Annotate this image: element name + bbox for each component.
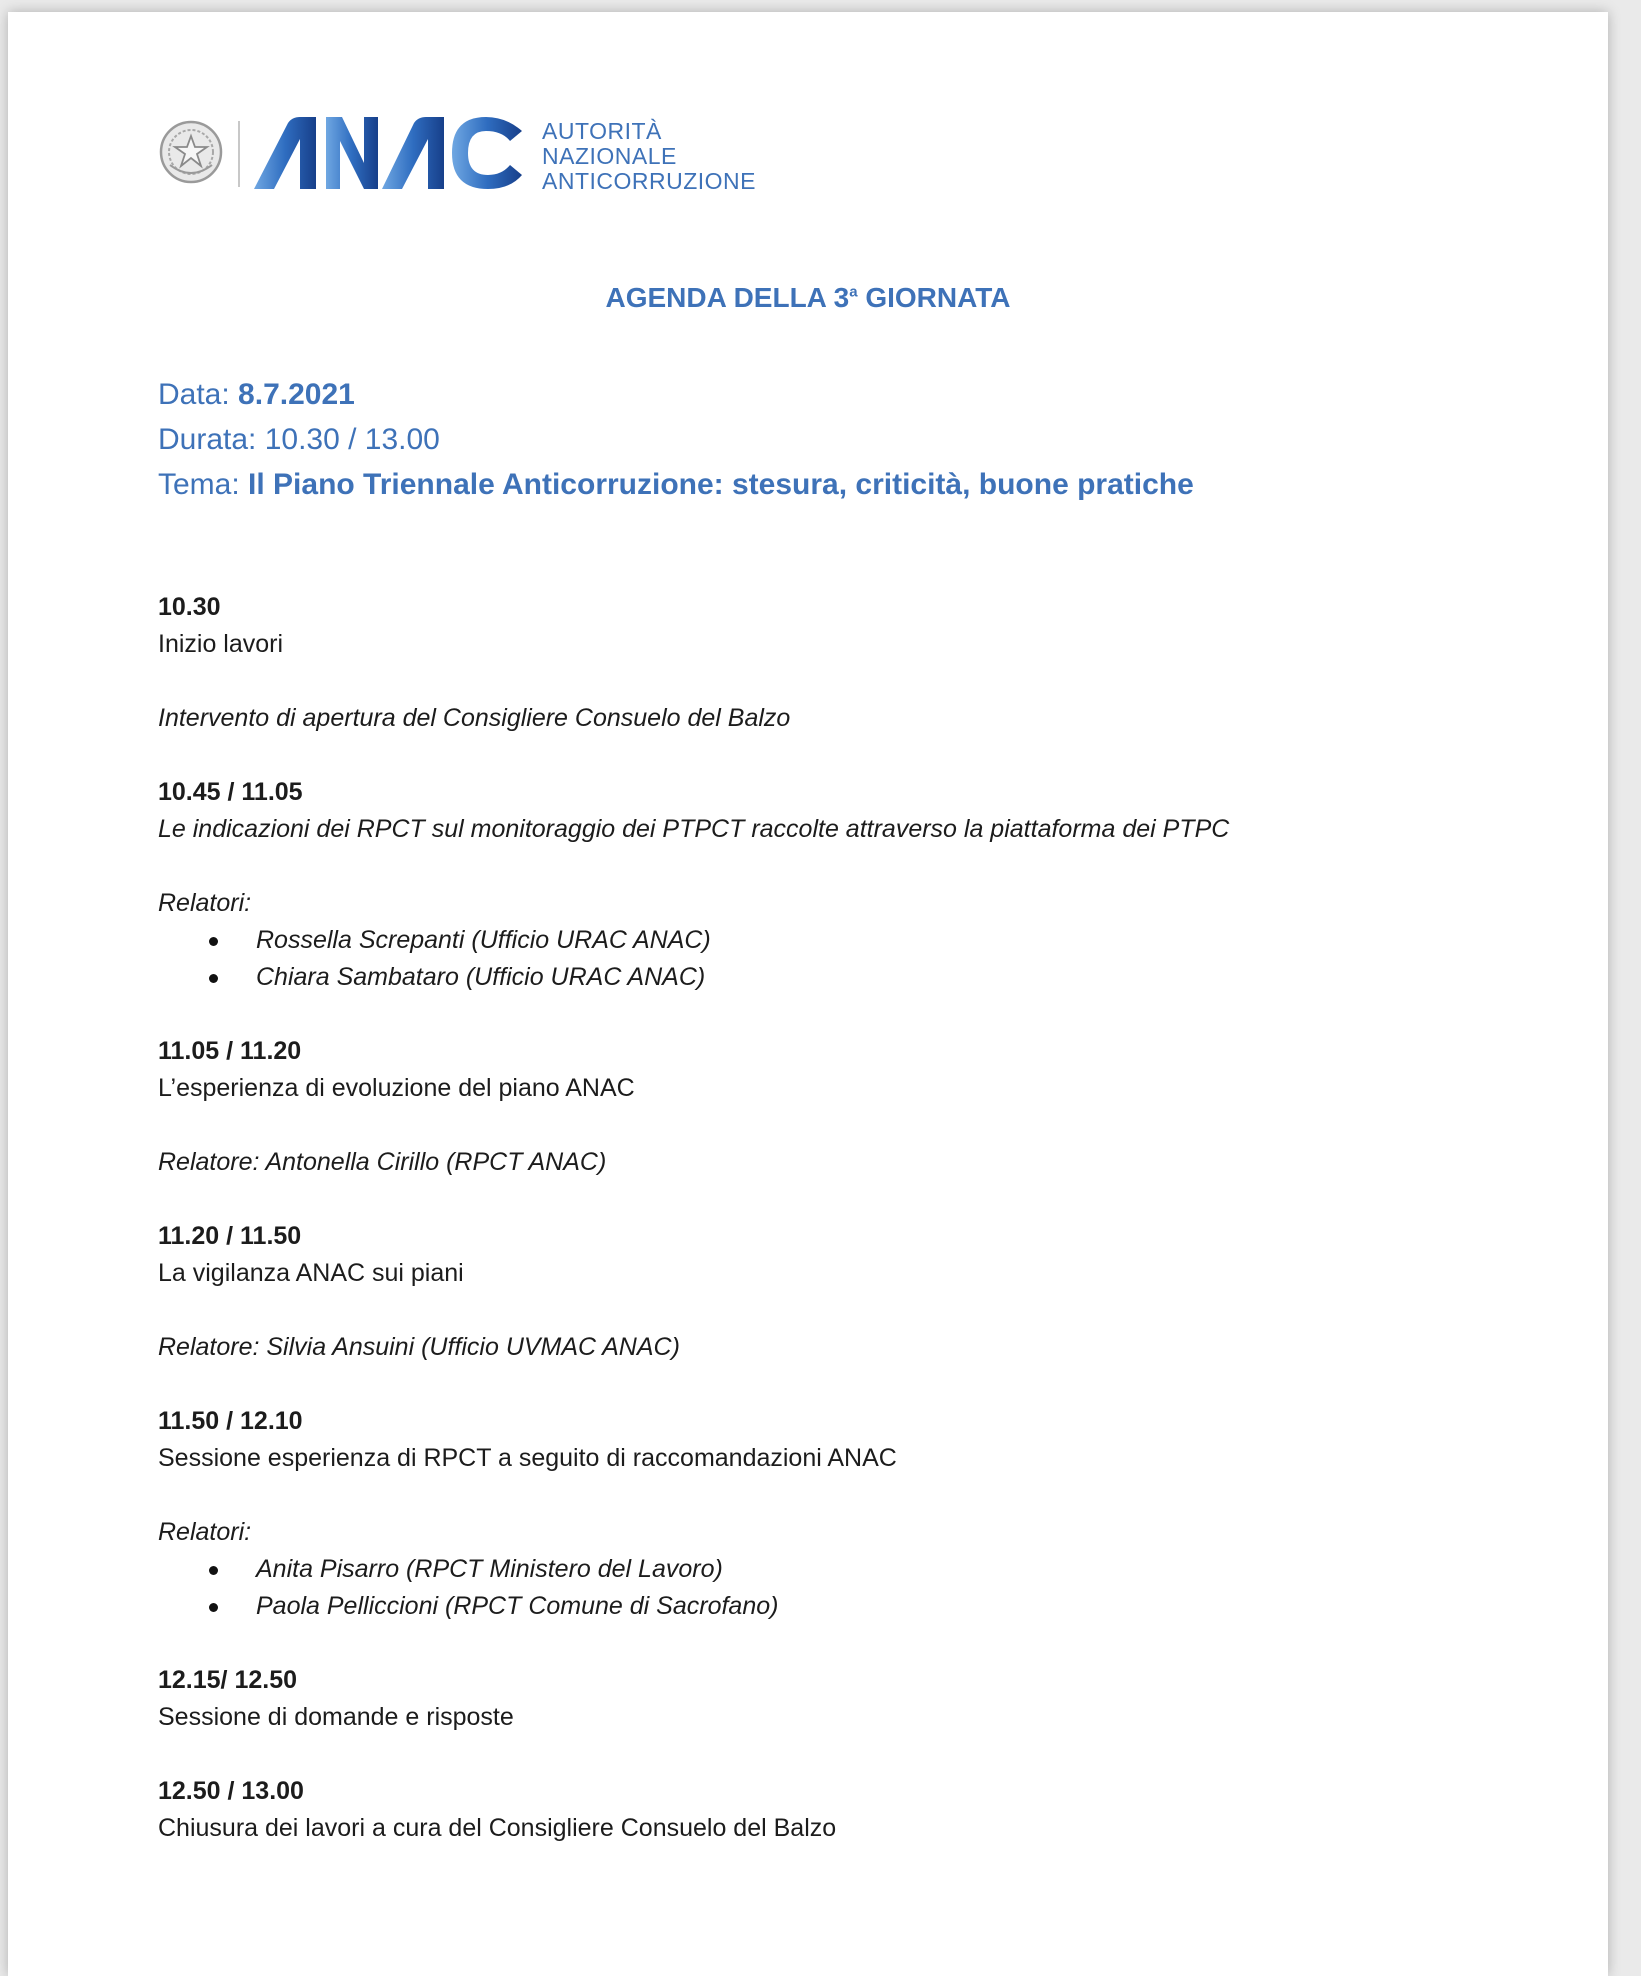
agenda-title: Le indicazioni dei RPCT sul monitoraggio dei PTPCT raccolte attraverso la piattaforma dei PTPC [158, 815, 1230, 843]
agenda-title: Inizio lavori [158, 630, 284, 658]
agenda-note: Relatore: Silvia Ansuini (Ufficio UVMAC ANAC) [158, 1333, 680, 1361]
speakers-label: Relatori: [158, 1518, 252, 1546]
republic-emblem-icon [158, 119, 224, 185]
agenda-item [158, 1033, 1558, 1181]
logo-wordmark [542, 119, 756, 194]
agenda-item [158, 774, 1558, 996]
agenda-item [158, 1403, 1558, 1625]
speakers-label: Relatori: [158, 889, 252, 917]
title-main: AGENDA DELLA 3 [605, 282, 850, 313]
agenda-time: 11.05 / 11.20 [158, 1037, 302, 1065]
agenda-note: Relatore: Antonella Cirillo (RPCT ANAC) [158, 1148, 607, 1176]
meta-date-value: 8.7.2021 [238, 378, 355, 411]
meta-duration-text: Durata: 10.30 / 13.00 [158, 423, 440, 456]
logo-line: AUTORITÀ [542, 118, 662, 144]
meta-duration [158, 417, 1194, 462]
agenda-title: Sessione esperienza di RPCT a seguito di raccomandazioni ANAC [158, 1444, 897, 1472]
agenda-list [158, 589, 1558, 1847]
agenda-title: L’esperienza di evoluzione del piano ANAC [158, 1074, 635, 1102]
agenda-time: 10.45 / 11.05 [158, 778, 303, 806]
agenda-time: 12.15/ 12.50 [158, 1666, 298, 1694]
meta-topic-value: Il Piano Triennale Anticorruzione: stesura, criticità, buone pratiche [248, 468, 1194, 501]
agenda-time: 11.50 / 12.10 [158, 1407, 303, 1435]
meta-topic [158, 462, 1194, 507]
event-meta [158, 372, 1194, 507]
page-title [8, 282, 1608, 314]
title-superscript: a [849, 283, 858, 301]
header-divider [238, 121, 240, 187]
agenda-item [158, 1773, 1558, 1847]
title-rest: GIORNATA [857, 282, 1011, 313]
meta-date-label: Data: [158, 378, 239, 411]
speakers-list [158, 1551, 1558, 1625]
agenda-title: Chiusura dei lavori a cura del Consigliere Consuelo del Balzo [158, 1814, 837, 1842]
anac-logo [254, 117, 524, 191]
meta-date [158, 372, 1194, 417]
speaker-item: Chiara Sambataro (Ufficio URAC ANAC) [158, 959, 1558, 996]
agenda-item [158, 1218, 1558, 1366]
agenda-time: 12.50 / 13.00 [158, 1777, 304, 1805]
agenda-note: Intervento di apertura del Consigliere Consuelo del Balzo [158, 704, 791, 732]
agenda-time: 11.20 / 11.50 [158, 1222, 302, 1250]
agenda-title: Sessione di domande e risposte [158, 1703, 514, 1731]
agenda-time: 10.30 [158, 593, 221, 621]
agenda-item [158, 1662, 1558, 1736]
logo-line: NAZIONALE [542, 143, 677, 169]
speakers-list [158, 922, 1558, 996]
speaker-item: Rossella Screpanti (Ufficio URAC ANAC) [158, 922, 1558, 959]
speaker-item: Anita Pisarro (RPCT Ministero del Lavoro) [158, 1551, 1558, 1588]
agenda-title: La vigilanza ANAC sui piani [158, 1259, 464, 1287]
meta-topic-label: Tema: [158, 468, 249, 501]
document-page [8, 12, 1608, 1976]
logo-line: ANTICORRUZIONE [542, 168, 756, 194]
agenda-item [158, 589, 1558, 737]
speaker-item: Paola Pelliccioni (RPCT Comune di Sacrofano) [158, 1588, 1558, 1625]
